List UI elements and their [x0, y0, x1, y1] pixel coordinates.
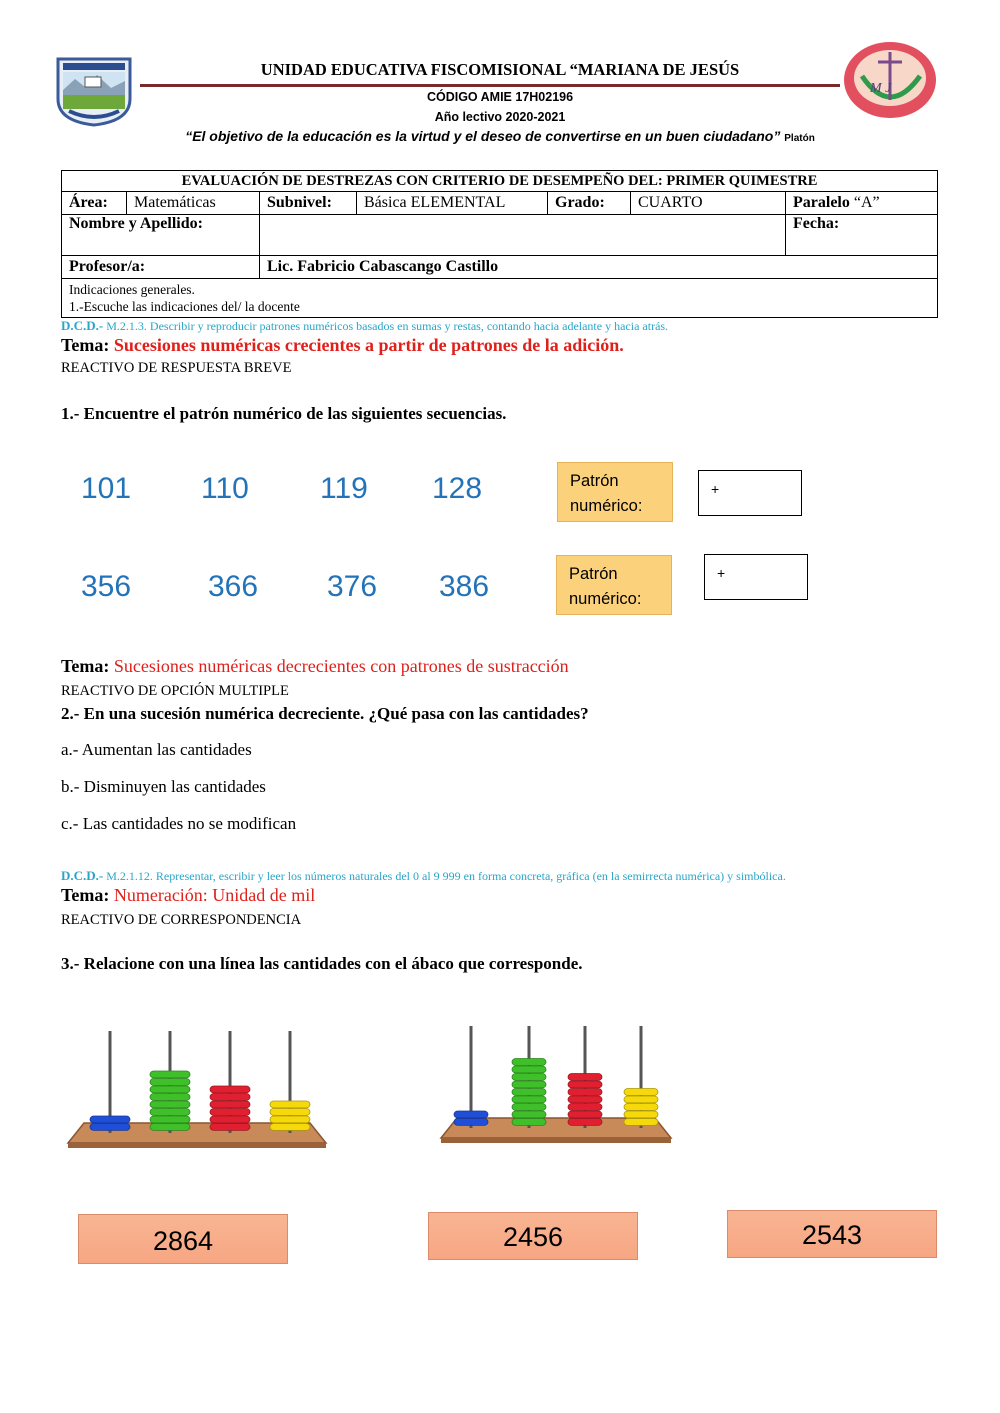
- tema-2-text: Sucesiones numéricas decrecientes con patrones de sustracción: [113, 656, 569, 676]
- abacus-bead-hundreds: [512, 1081, 546, 1088]
- abacus-bead-hundreds: [512, 1066, 546, 1073]
- abacus-bead-tens: [210, 1094, 250, 1101]
- tema-2: [61, 656, 569, 677]
- abacus-bead-hundreds: [512, 1074, 546, 1081]
- abacus-bead-hundreds: [150, 1094, 190, 1101]
- abacus-bead-hundreds: [512, 1059, 546, 1066]
- reactivo-1: REACTIVO DE RESPUESTA BREVE: [61, 360, 292, 376]
- abacus-bead-tens: [210, 1116, 250, 1123]
- abacus-bead-hundreds: [150, 1079, 190, 1086]
- abacus-bead-tens: [568, 1111, 602, 1118]
- indicaciones-cell: [62, 279, 938, 318]
- patron-line1: Patrón: [569, 565, 618, 583]
- seq1-number: 119: [320, 472, 368, 505]
- dcd-3: [61, 868, 786, 884]
- evaluation-info-table: [61, 170, 938, 318]
- abacus-bead-tens: [210, 1101, 250, 1108]
- tema-1: [61, 335, 624, 356]
- abacus-bead-hundreds: [150, 1109, 190, 1116]
- abacus-bead-hundreds: [150, 1124, 190, 1131]
- reactivo-3: REACTIVO DE CORRESPONDENCIA: [61, 912, 302, 928]
- quote-text: “El objetivo de la educación es la virtud y el deseo de convertirse en un buen ciudadano”: [185, 128, 781, 144]
- profesor-value: Lic. Fabricio Cabascango Castillo: [260, 256, 938, 279]
- abacus-bead-tens: [568, 1089, 602, 1096]
- patron-label-2: [556, 555, 672, 615]
- tema-3-label: Tema:: [61, 885, 110, 905]
- abacus-bead-tens: [210, 1086, 250, 1093]
- abacus-bead-hundreds: [150, 1071, 190, 1078]
- abacus-bead-units: [270, 1116, 310, 1123]
- evaluation-title: EVALUACIÓN DE DESTREZAS CON CRITERIO DE DESEMPEÑO DEL: PRIMER QUIMESTRE: [62, 171, 938, 192]
- quote: [140, 128, 860, 144]
- patron-label-1: [557, 462, 673, 522]
- amie-code: CÓDIGO AMIE 17H02196: [426, 90, 574, 104]
- school-crest-logo: [55, 55, 133, 127]
- abacus-bead-hundreds: [512, 1104, 546, 1111]
- header-rule: [140, 84, 840, 87]
- abacus-1[interactable]: [62, 1025, 332, 1157]
- subnivel-value: Básica ELEMENTAL: [357, 192, 548, 215]
- logo-monogram: M J: [870, 81, 892, 96]
- option-c[interactable]: c.- Las cantidades no se modifican: [61, 814, 297, 833]
- grado-value: CUARTO: [631, 192, 786, 215]
- abacus-bead-hundreds: [512, 1096, 546, 1103]
- abacus-bead-thousands: [454, 1111, 488, 1118]
- option-b[interactable]: b.- Disminuyen las cantidades: [61, 777, 266, 796]
- nombre-input-cell[interactable]: [260, 215, 786, 256]
- paralelo-label: Paralelo: [793, 194, 850, 211]
- seq2-number: 356: [81, 570, 132, 603]
- abacus-bead-thousands: [454, 1119, 488, 1126]
- abacus-base-edge: [68, 1143, 326, 1148]
- abacus-bead-hundreds: [512, 1111, 546, 1118]
- abacus-bead-units: [624, 1111, 658, 1118]
- plus-sign: +: [711, 481, 720, 497]
- abacus-bead-units: [270, 1109, 310, 1116]
- area-value: Matemáticas: [127, 192, 260, 215]
- profesor-label: Profesor/a:: [62, 256, 260, 279]
- option-a[interactable]: a.- Aumentan las cantidades: [61, 740, 252, 759]
- abacus-bead-thousands: [90, 1116, 130, 1123]
- abacus-bead-hundreds: [512, 1119, 546, 1126]
- indicaciones-title: Indicaciones generales.: [69, 282, 195, 297]
- answer-box-2864[interactable]: 2864: [78, 1214, 288, 1264]
- abacus-bead-tens: [568, 1104, 602, 1111]
- abacus-bead-units: [624, 1104, 658, 1111]
- seq2-number: 376: [327, 570, 378, 603]
- abacus-bead-tens: [210, 1109, 250, 1116]
- abacus-2[interactable]: [435, 1020, 677, 1152]
- tema-1-label: Tema:: [61, 335, 110, 355]
- abacus-bead-units: [624, 1119, 658, 1126]
- answer-box-2456[interactable]: 2456: [428, 1212, 638, 1260]
- abacus-bead-tens: [568, 1096, 602, 1103]
- abacus-bead-hundreds: [512, 1089, 546, 1096]
- abacus-bead-units: [270, 1124, 310, 1131]
- paralelo-cell: [786, 192, 938, 215]
- dcd-3-text: M.2.1.12. Representar, escribir y leer los números naturales del 0 al 9 999 en forma concreta, gráfica (en la semirrecta numérica) y simbólica.: [106, 869, 786, 883]
- tema-3: [61, 885, 315, 906]
- abacus-bead-units: [624, 1096, 658, 1103]
- question-2: 2.- En una sucesión numérica decreciente. ¿Qué pasa con las cantidades?: [61, 704, 589, 723]
- fecha-label[interactable]: Fecha:: [786, 215, 938, 256]
- abacus-bead-units: [624, 1089, 658, 1096]
- question-3: 3.- Relacione con una línea las cantidades con el ábaco que corresponde.: [61, 954, 583, 973]
- paralelo-value: “A”: [853, 194, 880, 211]
- abacus-bead-hundreds: [150, 1086, 190, 1093]
- abacus-bead-thousands: [90, 1124, 130, 1131]
- seq1-number: 128: [432, 472, 483, 505]
- answer-box-2543[interactable]: 2543: [727, 1210, 937, 1258]
- nombre-label: Nombre y Apellido:: [62, 215, 260, 256]
- grado-label: Grado:: [548, 192, 631, 215]
- abacus-bead-hundreds: [150, 1101, 190, 1108]
- dcd-1: [61, 318, 668, 334]
- seq2-number: 386: [439, 570, 490, 603]
- indicacion-1: 1.-Escuche las indicaciones del/ la docente: [69, 299, 300, 314]
- question-1: 1.- Encuentre el patrón numérico de las siguientes secuencias.: [61, 404, 507, 423]
- tema-2-label: Tema:: [61, 656, 110, 676]
- dcd-1-label: D.C.D.-: [61, 318, 104, 333]
- mariana-de-jesus-heart-logo: [842, 40, 940, 120]
- tema-3-text: Numeración: Unidad de mil: [113, 885, 316, 905]
- patron-line2: numérico:: [570, 497, 643, 515]
- quote-author: Platón: [784, 133, 815, 144]
- subnivel-label: Subnivel:: [260, 192, 357, 215]
- dcd-3-label: D.C.D.-: [61, 868, 104, 883]
- dcd-1-text: M.2.1.3. Describir y reproducir patrones numéricos basados en sumas y restas, contando hacia adelante y hacia atrás.: [106, 319, 669, 333]
- abacus-base-edge: [441, 1138, 671, 1143]
- school-year: Año lectivo 2020-2021: [434, 110, 566, 124]
- abacus-bead-tens: [210, 1124, 250, 1131]
- pattern-answer-box-1[interactable]: [698, 470, 802, 516]
- plus-sign: +: [717, 565, 726, 581]
- patron-line1: Patrón: [570, 472, 619, 490]
- seq1-number: 101: [81, 472, 132, 505]
- seq2-number: 366: [208, 570, 259, 603]
- pattern-answer-box-2[interactable]: [704, 554, 808, 600]
- abacus-bead-units: [270, 1101, 310, 1108]
- area-label: Área:: [62, 192, 127, 215]
- reactivo-2: REACTIVO DE OPCIÓN MULTIPLE: [61, 683, 289, 699]
- abacus-bead-tens: [568, 1081, 602, 1088]
- school-name: UNIDAD EDUCATIVA FISCOMISIONAL “MARIANA DE JESÚS: [260, 60, 740, 79]
- seq1-number: 110: [201, 472, 249, 505]
- tema-1-text: Sucesiones numéricas crecientes a partir de patrones de la adición.: [113, 335, 624, 355]
- patron-line2: numérico:: [569, 590, 642, 608]
- abacus-bead-tens: [568, 1119, 602, 1126]
- abacus-bead-hundreds: [150, 1116, 190, 1123]
- abacus-bead-tens: [568, 1074, 602, 1081]
